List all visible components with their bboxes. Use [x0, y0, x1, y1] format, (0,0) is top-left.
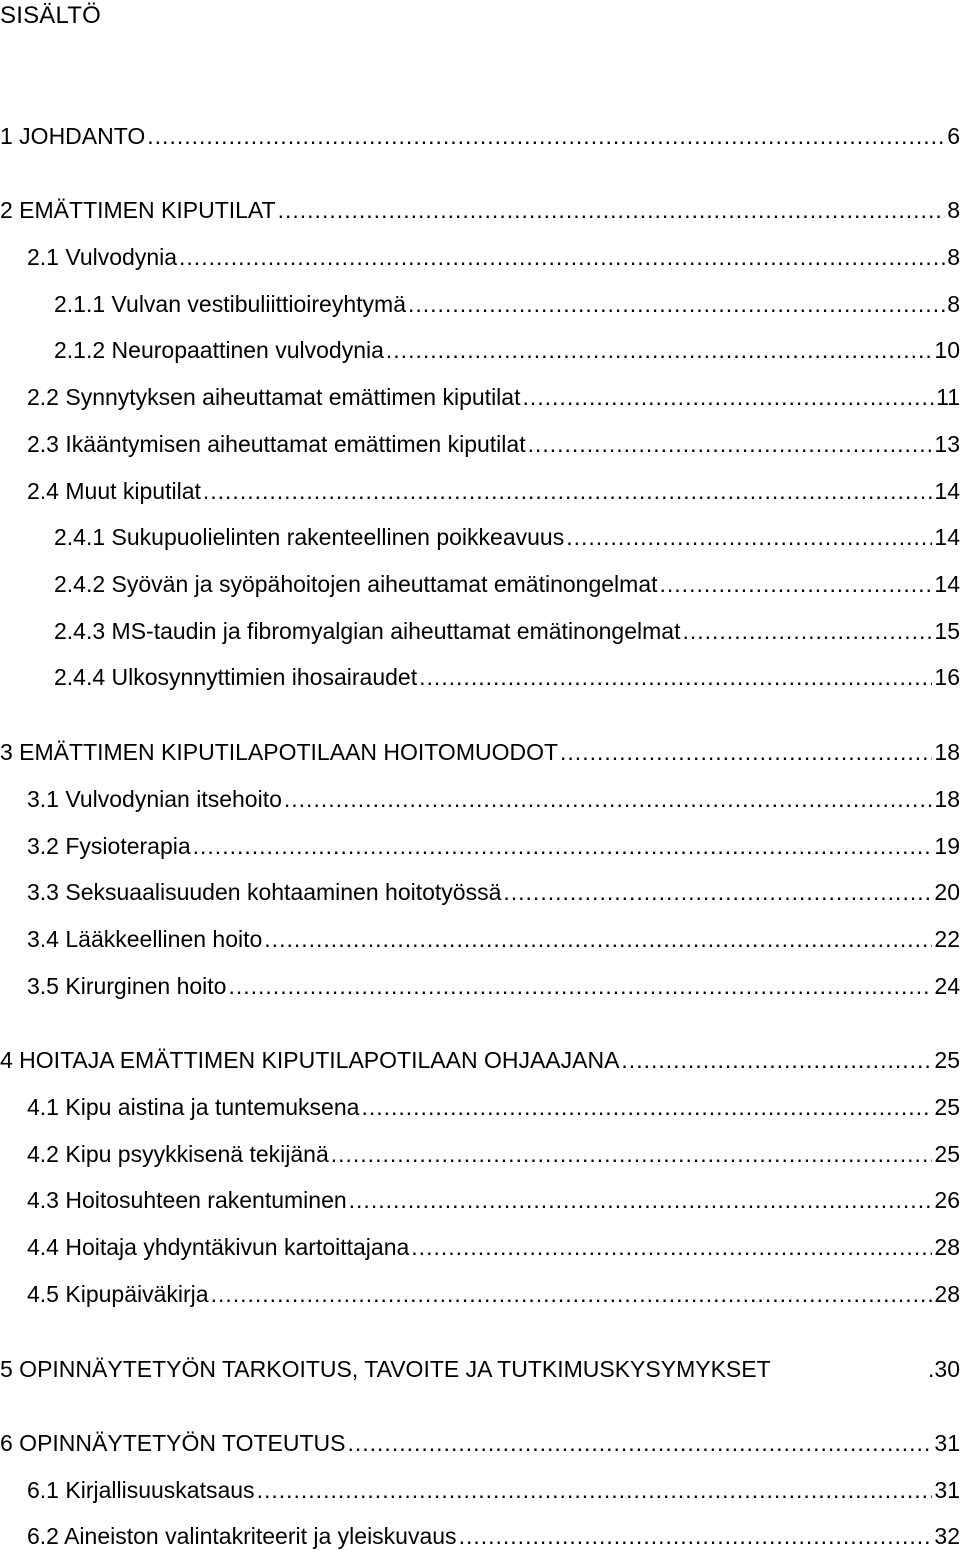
toc-entry[interactable]: [0, 616, 960, 646]
toc-entry-page: 25: [934, 1047, 960, 1073]
toc-entry-label: 2.2 Synnytyksen aiheuttamat emättimen kiputilat: [27, 384, 521, 410]
toc-entry[interactable]: [0, 121, 960, 151]
toc-leader-dots: [228, 971, 932, 1001]
toc-entry-page: 8: [947, 197, 960, 223]
toc-entry-label: 4.5 Kipupäiväkirja: [27, 1281, 209, 1307]
toc-entry[interactable]: [0, 737, 960, 767]
toc-entry-page: 25: [934, 1141, 960, 1167]
toc-leader-dots: [560, 737, 932, 767]
toc-entry-page: 24: [934, 973, 960, 999]
toc-entry[interactable]: [0, 1279, 960, 1309]
toc-entry-label: 3.3 Seksuaalisuuden kohtaaminen hoitotyössä: [27, 879, 502, 905]
toc-entry-label: 2.3 Ikääntymisen aiheuttamat emättimen kiputilat: [27, 431, 526, 457]
toc-entry-label: 2.4.4 Ulkosynnyttimien ihosairaudet: [54, 664, 418, 690]
toc-entry[interactable]: [0, 522, 960, 552]
toc-leader-dots: [566, 522, 932, 552]
toc-entry-page: 8: [947, 291, 960, 317]
toc-entry-page: 15: [934, 618, 960, 644]
toc-entry-label: 2.1.1 Vulvan vestibuliittioireyhtymä: [54, 291, 406, 317]
toc-entry-label: 3.2 Fysioterapia: [27, 833, 191, 859]
toc-entry-label: 3.5 Kirurginen hoito: [27, 973, 227, 999]
toc-entry-page: 26: [934, 1187, 960, 1213]
toc-entry-page: .30: [928, 1356, 960, 1382]
toc-leader-dots: [349, 1185, 933, 1215]
toc-leader-dots: [408, 289, 945, 319]
toc-entry-page: 11: [936, 384, 960, 410]
toc-entry-label: 6.2 Aineiston valintakriteerit ja yleiskuvaus: [27, 1523, 457, 1549]
toc-entry[interactable]: [0, 1475, 960, 1505]
toc-entry-label: 5 OPINNÄYTETYÖN TARKOITUS, TAVOITE JA TUTKIMUSKYSYMYKSET: [0, 1356, 771, 1382]
toc-entry[interactable]: [0, 289, 960, 319]
toc-entry[interactable]: [0, 1354, 960, 1384]
toc-leader-dots: [682, 616, 932, 646]
toc-entry-label: 4.2 Kipu psyykkisenä tekijänä: [27, 1141, 329, 1167]
toc-leader-dots: [621, 1045, 932, 1075]
toc-entry[interactable]: [0, 1185, 960, 1215]
toc-entry[interactable]: [0, 242, 960, 272]
toc-leader-dots: [264, 924, 932, 954]
toc-entry-label: 2 EMÄTTIMEN KIPUTILAT: [0, 197, 276, 223]
toc-entry[interactable]: [0, 784, 960, 814]
toc-entry-label: 6.1 Kirjallisuuskatsaus: [27, 1477, 255, 1503]
toc-leader-dots: [193, 831, 933, 861]
toc-entry[interactable]: [0, 1428, 960, 1458]
toc-entry[interactable]: [0, 662, 960, 692]
toc-leader-dots: [347, 1428, 932, 1458]
toc-entry-page: 16: [934, 664, 960, 690]
toc-entry-page: 28: [934, 1234, 960, 1260]
toc-entry-page: 25: [934, 1094, 960, 1120]
toc-leader-dots: [284, 784, 933, 814]
toc-entry-label: 2.4.2 Syövän ja syöpähoitojen aiheuttamat emätinongelmat: [54, 571, 658, 597]
toc-entry-page: 22: [934, 926, 960, 952]
toc-leader-dots: [257, 1475, 933, 1505]
toc-entry-page: 18: [934, 786, 960, 812]
toc-leader-dots: [331, 1139, 933, 1169]
toc-entry-page: 14: [934, 571, 960, 597]
toc-entry-label: 6 OPINNÄYTETYÖN TOTEUTUS: [0, 1430, 346, 1456]
toc-entry-label: 4.1 Kipu aistina ja tuntemuksena: [27, 1094, 360, 1120]
page-title: SISÄLTÖ: [0, 2, 101, 29]
toc-entry-label: 3.4 Lääkkeellinen hoito: [27, 926, 263, 952]
toc-entry[interactable]: [0, 924, 960, 954]
toc-entry-label: 1 JOHDANTO: [0, 123, 146, 149]
toc-entry[interactable]: [0, 831, 960, 861]
toc-entry-label: 3 EMÄTTIMEN KIPUTILAPOTILAAN HOITOMUODOT: [0, 739, 559, 765]
toc-entry-label: 4 HOITAJA EMÄTTIMEN KIPUTILAPOTILAAN OHJAAJANA: [0, 1047, 620, 1073]
toc-leader-dots: [179, 242, 945, 272]
toc-leader-dots: [522, 382, 934, 412]
toc-leader-dots: [386, 335, 933, 365]
toc-entry-label: 2.4.1 Sukupuolielinten rakenteellinen poikkeavuus: [54, 524, 565, 550]
toc-entry-page: 18: [934, 739, 960, 765]
toc-entry-label: 2.1 Vulvodynia: [27, 244, 178, 270]
toc-entry[interactable]: [0, 1521, 960, 1551]
toc-entry-page: 10: [934, 337, 960, 363]
toc-entry[interactable]: [0, 335, 960, 365]
toc-entry-page: 6: [947, 123, 960, 149]
toc-leader-dots: [411, 1232, 932, 1262]
toc-entry-page: 28: [934, 1281, 960, 1307]
toc-entry[interactable]: [0, 1092, 960, 1122]
toc-leader-dots: [660, 569, 933, 599]
toc-entry-label: 2.1.2 Neuropaattinen vulvodynia: [54, 337, 384, 363]
toc-entry-page: 14: [934, 524, 960, 550]
toc-entry[interactable]: [0, 1139, 960, 1169]
toc-entry-label: 2.4.3 MS-taudin ja fibromyalgian aiheuttamat emätinongelmat: [54, 618, 681, 644]
toc-leader-dots: [528, 429, 933, 459]
toc-entry-page: 19: [934, 833, 960, 859]
toc-entry[interactable]: [0, 382, 960, 412]
toc-entry-page: 32: [934, 1523, 960, 1549]
toc-entry[interactable]: [0, 569, 960, 599]
toc-leader-dots: [278, 195, 946, 225]
toc-entry-label: 4.4 Hoitaja yhdyntäkivun kartoittajana: [27, 1234, 410, 1260]
toc-leader-dots: [459, 1521, 933, 1551]
toc-entry-label: 3.1 Vulvodynian itsehoito: [27, 786, 282, 812]
toc-entry-page: 8: [947, 244, 960, 270]
toc-entry[interactable]: [0, 195, 960, 225]
toc-entry[interactable]: [0, 429, 960, 459]
toc-entry-page: 31: [934, 1430, 960, 1456]
toc-leader-dots: [419, 662, 932, 692]
toc-entry[interactable]: [0, 1232, 960, 1262]
toc-leader-dots: [147, 121, 945, 151]
toc-entry-page: 31: [934, 1477, 960, 1503]
toc-leader-dots: [203, 476, 933, 506]
toc-entry-page: 14: [934, 478, 960, 504]
toc-entry-page: 13: [934, 431, 960, 457]
toc-entry-label: 2.4 Muut kiputilat: [27, 478, 201, 504]
toc-leader-dots: [211, 1279, 933, 1309]
toc-entry[interactable]: [0, 877, 960, 907]
toc-entry[interactable]: [0, 476, 960, 506]
toc-entry-page: 20: [934, 879, 960, 905]
toc-entry[interactable]: [0, 1045, 960, 1075]
toc-leader-dots: [361, 1092, 932, 1122]
toc-entry-label: 4.3 Hoitosuhteen rakentuminen: [27, 1187, 347, 1213]
toc-leader-dots: [503, 877, 932, 907]
toc-entry[interactable]: [0, 971, 960, 1001]
